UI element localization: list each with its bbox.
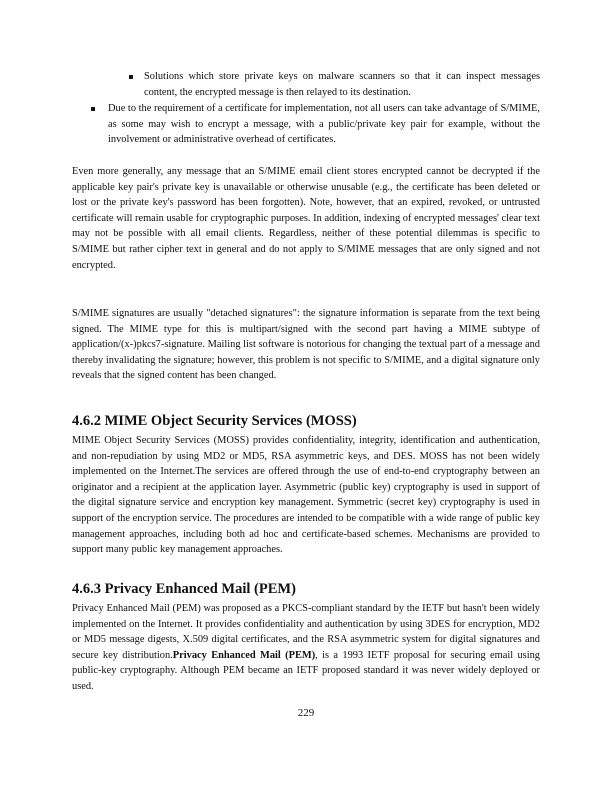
list-item [0, 101, 612, 149]
bullet-icon [91, 107, 95, 111]
paragraph-text [72, 601, 540, 695]
pem-body-end: , is a 1993 IETF proposal for securing email using public-key cryptography. Although PEM became an IETF proposed standard it was never widely deployed or used. [72, 649, 540, 692]
bullet-icon [129, 75, 133, 79]
bullet-text: Solutions which store private keys on malware scanners so that it can inspect messages content, the encrypted message is then relayed to its destination. [144, 71, 540, 98]
paragraph-pem [72, 601, 540, 695]
section-heading-moss: 4.6.2 MIME Object Security Services (MOSS) [72, 413, 357, 429]
paragraph-signatures [72, 306, 540, 384]
section-heading-pem: 4.6.3 Privacy Enhanced Mail (PEM) [72, 581, 296, 597]
paragraph-text: Even more generally, any message that an S/MIME email client stores encrypted cannot be decrypted if the applicable key pair's private key is unavailable or otherwise unusable (e.g., the certificate has been deleted or lost or the private key's password has been forgotten). Note, however, that an expired, revoked, or untrusted certificate will remain usable for cryptographic purposes. In addition, indexing of encrypted messages' clear text may not be possible with all email clients. Regardless, neither of these potential dilemmas is specific to S/MIME but rather cipher text in general and do not apply to S/MIME messages that are only signed and not encrypted. [72, 166, 540, 271]
pem-body-start: Privacy Enhanced Mail (PEM) was proposed as a PKCS-compliant standard by the IETF but hasn't been widely implemented on the Internet. It provides confidentiality and authentication by using 3DES for encryption, MD2 or MD5 message digests, X.509 digital certificates, and the RSA asymmetric system for digital signatures and secure key distribution. [72, 603, 540, 661]
page-number: 229 [297, 707, 315, 719]
pem-body-bold: Privacy Enhanced Mail (PEM) [172, 649, 316, 661]
paragraph-text: MIME Object Security Services (MOSS) provides confidentiality, integrity, identification and authentication, and non-repudiation by using MD2 or MD5, RSA asymmetric keys, and DES. MOSS has not been widely implemented on the Internet.The services are offered through the use of end-to-end cryptography between an originator and a recipient at the application layer. Asymmetric (public key) cryptography is used in support of the digital signature service and encryption key management. Symmetric (secret key) cryptography is used in support of the encryption service. The procedures are intended to be compatible with a wide range of public key management approaches, including both ad hoc and certificate-based schemes. Mechanisms are provided to support many public key management approaches. [72, 435, 540, 556]
bullet-text: Due to the requirement of a certificate for implementation, not all users can take advantage of S/MIME, as some may wish to encrypt a message, with a public/private key pair for example, without the involvement or administrative overhead of certificates. [108, 103, 540, 146]
paragraph-moss [72, 433, 540, 558]
list-item [0, 69, 612, 101]
paragraph-generality [72, 164, 540, 273]
paragraph-text: S/MIME signatures are usually "detached signatures": the signature information is separate from the text being signed. The MIME type for this is multipart/signed with the second part having a MIME subtype of application/(x-)pkcs7-signature. Mailing list software is notorious for changing the textual part of a message and thereby invalidating the signature; however, this problem is not specific to S/MIME, and a digital signature only reveals that the signed content has been changed. [72, 308, 540, 382]
